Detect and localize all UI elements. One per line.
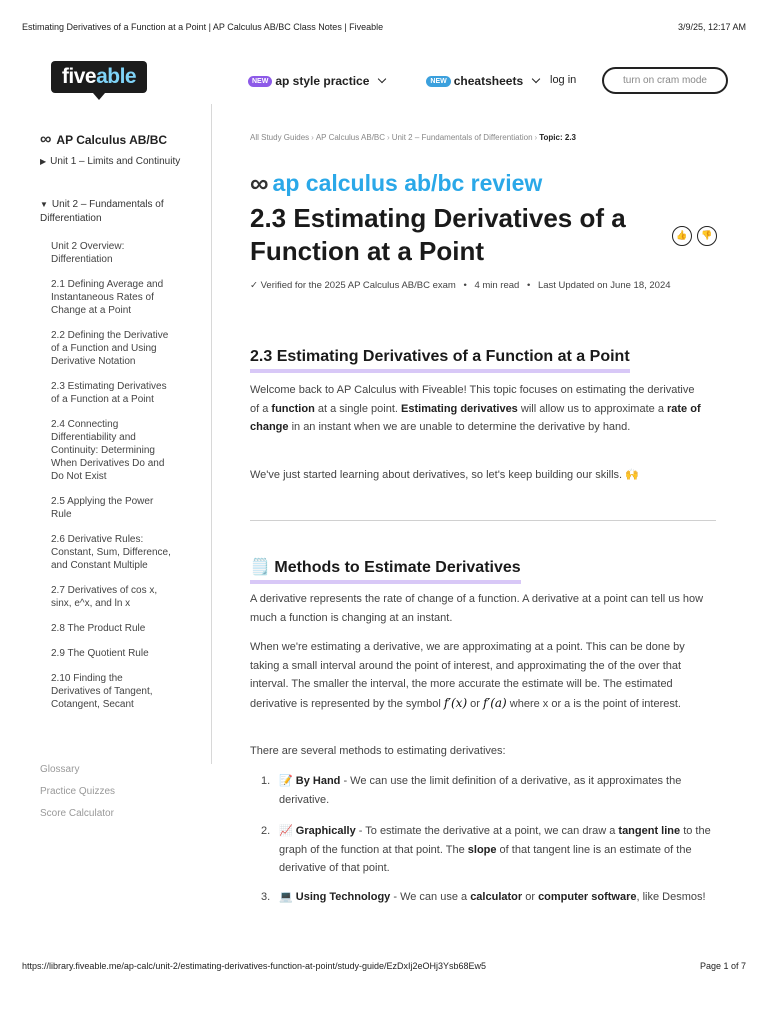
course-review-link[interactable]: ∞ ap calculus ab/bc review (250, 168, 543, 198)
nav-ap-style-practice[interactable] (248, 74, 385, 88)
nav-label: cheatsheets (453, 74, 524, 88)
methods-intro-paragraph: There are several methods to estimating derivatives: (250, 745, 506, 757)
sidebar-item[interactable]: Unit 2 Overview: Differentiation (51, 241, 125, 265)
chart-icon: 📈 (279, 825, 293, 837)
chevron-right-icon: › (534, 133, 538, 142)
sidebar-item[interactable]: 2.2 Defining the Derivative of a Function and Using Derivative Notation (51, 330, 169, 367)
thumbs-up-icon[interactable]: 👍 (672, 226, 692, 246)
login-link[interactable]: log in (550, 74, 577, 86)
sidebar-course-title[interactable]: ∞ AP Calculus AB/BC (40, 131, 168, 148)
print-title: Estimating Derivatives of a Function at a Point | AP Calculus AB/BC Class Notes | Fiveable (22, 22, 384, 32)
caret-down-icon: ▼ (40, 200, 48, 209)
skills-paragraph: We've just started learning about derivatives, so let's keep building our skills. 🙌 (250, 466, 705, 485)
notepad-icon: 🗒️ (250, 559, 270, 576)
article-meta: ✓ Verified for the 2025 AP Calculus AB/BC exam • 4 min read • Last Updated on June 18, 2024 (250, 280, 671, 291)
sidebar-item[interactable]: 2.1 Defining Average and Instantaneous Rates of Change at a Point (51, 279, 164, 316)
caret-right-icon: ▶ (40, 157, 47, 166)
breadcrumb-all-guides[interactable]: All Study Guides (250, 133, 310, 142)
sidebar-item-current[interactable]: 2.3 Estimating Derivatives of a Function at a Point (51, 381, 167, 405)
intro-paragraph: Welcome back to AP Calculus with Fiveable! This topic focuses on estimating the derivative of a function at a single point. Estimating derivatives will allow us to approximate a rate of change in an instant when we are unable to determine the derivative by hand. (250, 384, 701, 433)
sidebar-item[interactable]: 2.7 Derivatives of cos x, sinx, e^x, and ln x (51, 585, 158, 609)
score-calculator-link[interactable]: Score Calculator (40, 808, 114, 819)
chevron-down-icon (532, 75, 540, 83)
method-list-item: 2. 📈 Graphically - To estimate the derivative at a point, we can draw a tangent line to the graph of the function at that point. The slope of that tangent line is an estimate of the derivative of that point. (261, 822, 711, 878)
sidebar-unit-1[interactable]: ▶ Unit 1 – Limits and Continuity (40, 156, 181, 167)
print-footer (22, 961, 746, 971)
print-url: https://library.fiveable.me/ap-calc/unit-2/estimating-derivatives-function-at-point/study-guide/EzDxIj2eOHj3Ysb68Ew5 (22, 961, 487, 971)
infinity-icon: ∞ (250, 168, 269, 198)
nav-cheatsheets[interactable] (426, 74, 539, 88)
sidebar-item[interactable]: 2.10 Finding the Derivatives of Tangent, Cotangent, Secant (51, 673, 153, 710)
sidebar-item[interactable]: 2.5 Applying the Power Rule (51, 496, 154, 520)
breadcrumb-unit[interactable]: Unit 2 – Fundamentals of Differentiation (391, 133, 533, 142)
new-badge: NEW (248, 76, 272, 87)
definition-paragraph: A derivative represents the rate of change of a function. A derivative at a point can tell us how much a function is changing at an instant. (250, 593, 704, 624)
fiveable-logo[interactable]: fiveable (51, 61, 147, 93)
breadcrumb-course[interactable]: AP Calculus AB/BC (315, 133, 386, 142)
breadcrumb (250, 133, 576, 142)
cram-mode-button[interactable]: turn on cram mode (602, 67, 728, 94)
estimating-paragraph: When we're estimating a derivative, we are approximating at a point. This can be done by taking a small interval around the point of interest, and approximating the of the over that interval. The smaller the interval, the more accurate the estimate will be. The estimated derivative is represented by the symbol f′(x) or f′(a) where x or a is the point of interest. (250, 641, 685, 710)
raised-hands-icon: 🙌 (625, 469, 639, 481)
chevron-right-icon: › (311, 133, 314, 142)
laptop-icon: 💻 (279, 891, 293, 903)
sidebar-item[interactable]: 2.6 Derivative Rules: Constant, Sum, Difference, and Constant Multiple (51, 534, 171, 571)
sidebar-item[interactable]: 2.9 The Quotient Rule (51, 648, 149, 659)
sidebar-topic-list (51, 240, 201, 754)
sidebar (40, 104, 212, 764)
meta-verified: Verified for the 2025 AP Calculus AB/BC exam (260, 280, 456, 291)
print-datetime: 3/9/25, 12:17 AM (677, 22, 746, 32)
print-page-number: Page 1 of 7 (699, 961, 746, 971)
check-icon: ✓ (250, 280, 258, 291)
section-heading-methods: 🗒️ Methods to Estimate Derivatives (250, 557, 521, 584)
breadcrumb-topic: Topic: 2.3 (539, 133, 576, 142)
print-header (22, 22, 746, 32)
thumbs-down-icon[interactable]: 👎 (697, 226, 717, 246)
meta-updated: Last Updated on June 18, 2024 (537, 280, 671, 291)
top-nav (248, 67, 539, 95)
meta-read-time: 4 min read (474, 280, 520, 291)
sidebar-unit-2[interactable]: ▼ Unit 2 – Fundamentals of Differentiation (40, 199, 164, 224)
infinity-icon: ∞ (40, 131, 52, 148)
chevron-down-icon (378, 75, 386, 83)
feedback-buttons (672, 226, 717, 246)
memo-icon: 📝 (279, 775, 293, 787)
divider (250, 520, 716, 521)
method-list-item: 3. 💻 Using Technology - We can use a calculator or computer software, like Desmos! (261, 888, 711, 907)
sidebar-item[interactable]: 2.4 Connecting Differentiability and Continuity: Determining When Derivatives Do and Do Not Exist (51, 419, 165, 482)
method-list-item: 1. 📝 By Hand - We can use the limit definition of a derivative, as it approximates the derivative. (261, 772, 711, 809)
practice-quizzes-link[interactable]: Practice Quizzes (40, 786, 116, 797)
sidebar-item[interactable]: 2.8 The Product Rule (51, 623, 146, 634)
glossary-link[interactable]: Glossary (40, 764, 80, 775)
nav-label: ap style practice (275, 74, 370, 88)
page-title: 2.3 Estimating Derivatives of a Function at a Point (250, 203, 626, 266)
math-f-prime-a: f′(a) (483, 695, 507, 710)
section-heading: 2.3 Estimating Derivatives of a Function at a Point (250, 348, 630, 373)
new-badge: NEW (426, 76, 450, 87)
chevron-right-icon: › (387, 133, 390, 142)
math-f-prime-x: f′(x) (443, 695, 468, 710)
